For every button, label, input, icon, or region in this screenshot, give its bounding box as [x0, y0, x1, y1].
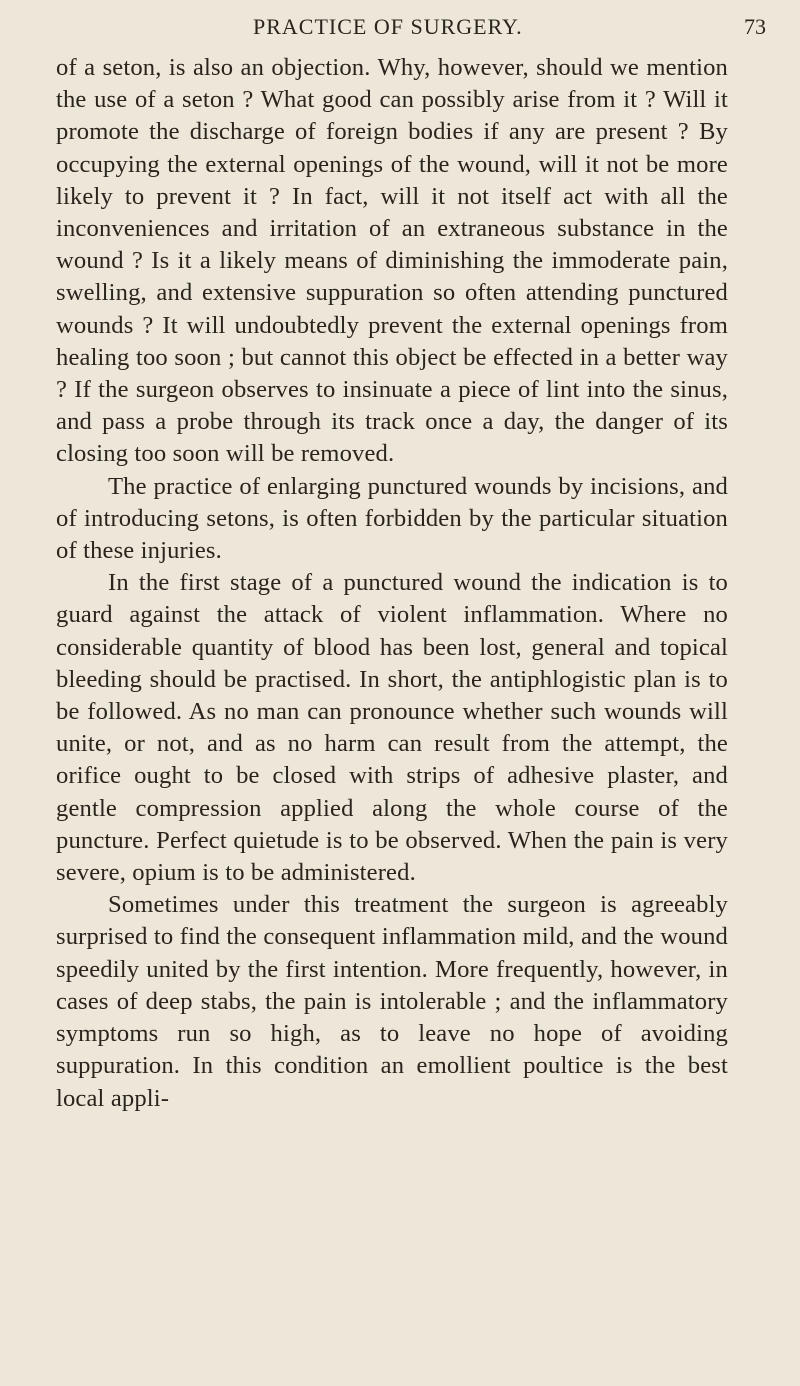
paragraph: In the first stage of a punctured wound the indication is to guard against the attack of violent inflammation. Where no considerable quantity of blood has been lost, general and topical bleeding should be practised. In short, the antiphlogistic plan is to be followed. As no man can pronounce whether such wounds will unite, or not, and as no harm can result from the attempt, the orifice ought to be closed with strips of adhesive plaster, and gentle compression applied along the whole course of the puncture. Perfect quietude is to be observed. When the pain is very severe, opium is to be administered.	[56, 569, 728, 887]
paragraph: The practice of enlarging punctured wounds by incisions, and of introducing setons, is often forbidden by the particular situation of these injuries.	[56, 472, 728, 565]
paragraph: Sometimes under this treatment the surgeon is agreeably surprised to find the consequent inflammation mild, and the wound speedily united by the first intention. More frequently, however, in cases of deep stabs, the pain is intolerable ; and the inflammatory symptoms run so high, as to leave no hope of avoiding suppuration. In this condition an emollient poultice is the best local appli-	[56, 891, 728, 1112]
page-header	[56, 14, 766, 52]
paragraph: of a seton, is also an objection. Why, however, should we mention the use of a seton ? What good can possibly arise from it ? Will it promote the discharge of foreign bodies if any are present ? By occupying the external openings of the wound, will it not be more likely to prevent it ? In fact, will it not itself act with all the inconveniences and irritation of an extraneous substance in the wound ? Is it a likely means of diminishing the immoderate pain, swelling, and extensive suppuration so often attending punctured wounds ? It will undoubtedly prevent the external openings from healing too soon ; but cannot this object be effected in a better way ? If the surgeon observes to insinuate a piece of lint into the sinus, and pass a probe through its track once a day, the danger of its closing too soon will be removed.	[56, 54, 728, 468]
body-text	[56, 52, 728, 1115]
page-number: 73	[744, 14, 766, 39]
running-head: PRACTICE OF SURGERY.	[253, 14, 523, 39]
